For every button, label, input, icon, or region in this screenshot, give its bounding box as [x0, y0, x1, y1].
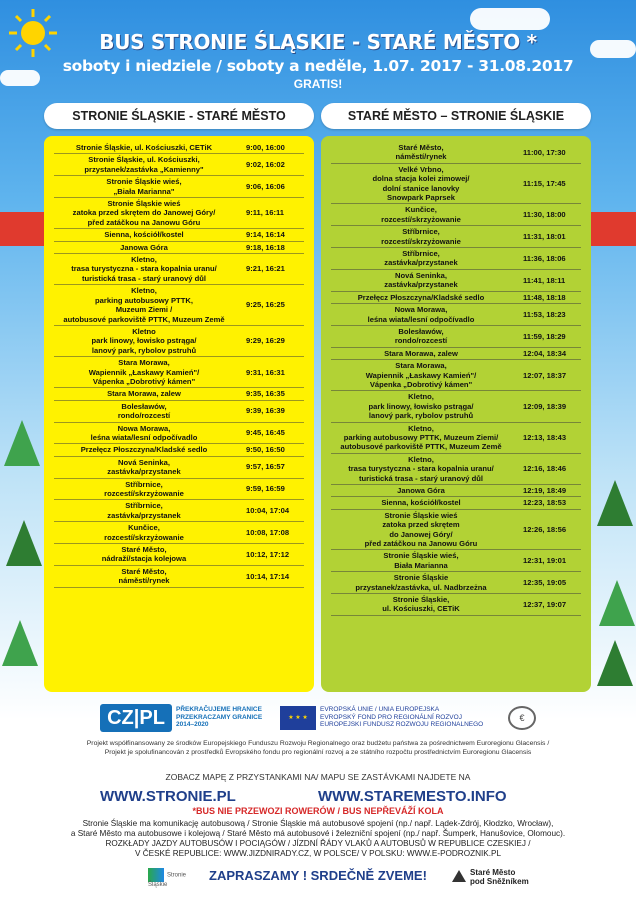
stop-name: Sienna, kościół/kostel [381, 498, 461, 508]
schedule-row [331, 510, 581, 551]
schedule-row [54, 176, 304, 198]
schedule-row [331, 550, 581, 572]
departure-times: 9:11, 16:11 [246, 208, 285, 218]
stop-name: Stara Morawa, zalew [384, 348, 458, 358]
red-band-decoration [0, 212, 44, 246]
stop-name: Kunčice, rozcestí/skrzyżowanie [381, 205, 461, 224]
stop-name: Staré Město, náměstí/rynek [118, 566, 170, 586]
stop-name: Staré Město, nádraží/stacja kolejowa [101, 545, 187, 564]
schedule-row [54, 142, 304, 154]
page-title: BUS STRONIE ŚLĄSKIE - STARÉ MĚSTO * [99, 30, 537, 54]
left-column-title: STRONIE ŚLĄSKIE - STARÉ MĚSTO [44, 103, 314, 129]
schedule-row [54, 500, 304, 522]
gratis-label: GRATIS! [293, 77, 343, 91]
departure-times: 12:31, 19:01 [523, 556, 567, 566]
departure-times: 11:41, 18:11 [523, 275, 566, 285]
departure-times: 9:35, 16:35 [246, 389, 285, 399]
schedule-row [54, 198, 304, 229]
departure-times: 9:45, 16:45 [246, 428, 285, 438]
stop-name: Kletno, trasa turystyczna - stara kopalnia uranu/ turistická trasa - starý uranový důl [71, 255, 217, 283]
stop-name: Bolesławów, rondo/rozcestí [117, 401, 171, 421]
stop-name: Sienna, kościół/kostel [104, 230, 184, 240]
header [0, 30, 636, 91]
departure-times: 11:48, 18:18 [523, 292, 566, 302]
schedule-row [54, 444, 304, 456]
transport-info: Stronie Śląskie ma komunikację autobusową / Stronie Śląskie má autobusové spojení (np./ např. Lądek-Zdrój, Kłodzko, Wrocław), a Staré Město ma autobusowe i kolejową / Staré Město má autobusové i železniční spojení (np./ např. Šumperk, Hanušovice, Olomouc). ROZKŁADY JAZDY AUTOBUSÓW I POCIĄGÓW / JÍZDNÍ ŘÁDY VLAKŮ A AUTOBUSŮ W REPUBLICE CZESKIEJ / V ČESKÉ REPUBLICE: WWW.JIZDNIRADY.CZ, W POLSCE/ V POLSKU: WWW.E-PODROZNIK.PL [70, 819, 566, 858]
tree-decoration [599, 580, 635, 626]
map-note: ZOBACZ MAPĘ Z PRZYSTANKAMI NA/ MAPU SE ZASTÁVKAMI NAJDETE NA [165, 772, 471, 782]
stop-name: Kletno park linowy, łowisko pstrąga/ lanový park, rybolov pstruhů [91, 326, 197, 355]
departure-times: 9:00, 16:00 [246, 143, 285, 152]
website-link-cz[interactable]: WWW.STAREMESTO.INFO [318, 788, 507, 805]
stop-name: Janowa Góra [397, 486, 445, 495]
left-schedule-table [44, 136, 314, 692]
departure-times: 11:15, 17:45 [523, 178, 566, 188]
stop-name: Kunčice, rozcestí/skrzyżowanie [104, 523, 184, 542]
schedule-row [331, 348, 581, 360]
schedule-row [331, 485, 581, 497]
stop-name: Stara Morawa, Wapiennik „Łaskawy Kamień"/ Vápenka „Dobrotivý kámen" [365, 361, 477, 389]
schedule-row [54, 357, 304, 388]
departure-times: 12:04, 18:34 [523, 348, 567, 358]
stop-name: Stara Morawa, zalew [107, 389, 181, 399]
schedule-row [54, 522, 304, 544]
schedule-row [54, 401, 304, 423]
stop-name: Nová Seninka, zastávka/przystanek [107, 457, 181, 477]
schedule-row [331, 391, 581, 422]
stop-name: Stara Morawa, Wapiennik „Łaskawy Kamień"/ Vápenka „Dobrotivý kámen" [88, 358, 200, 386]
stronie-logo-text: Stronie Śląskie [148, 872, 187, 888]
stop-name: Stříbrnice, zastávka/przystanek [107, 501, 181, 520]
departure-times: 12:37, 19:07 [523, 599, 567, 609]
departure-times: 9:50, 16:50 [246, 445, 285, 455]
page-subtitle: soboty i niedziele / soboty a neděle, 1.07. 2017 - 31.08.2017 [62, 57, 574, 75]
schedule-row [54, 242, 304, 254]
stop-name: Velké Vrbno, dolna stacja kolei zimowej/ dolní stanice lanovky Snowpark Paprsek [372, 164, 470, 203]
departure-times: 10:12, 17:12 [246, 549, 290, 559]
stop-name: Stříbrnice, rozcestí/skrzyżowanie [381, 227, 461, 246]
departure-times: 11:31, 18:01 [523, 231, 566, 241]
red-band-decoration [591, 212, 636, 246]
stop-name: Stronie Śląskie wieś, „Biała Marianna" [106, 177, 182, 196]
tree-decoration [6, 520, 42, 566]
schedule-row [331, 292, 581, 304]
departure-times: 9:18, 16:18 [246, 242, 285, 252]
departure-times: 12:13, 18:43 [523, 432, 567, 442]
eu-logo-text: EVROPSKÁ UNIE / UNIA EUROPEJSKA EVROPSKÝ FOND PRO REGIONÁLNÍ ROZVOJ EUROPEJSKI FUNDUSZ ROZWOJU REGIONALNEGO [320, 706, 484, 728]
schedule-row [331, 572, 581, 594]
departure-times: 9:02, 16:02 [246, 160, 285, 170]
stop-name: Kletno, parking autobusowy PTTK, Muzeum Ziemi/ autobusové parkoviště PTTK, Muzeum Země [340, 423, 502, 452]
tree-decoration [597, 640, 633, 686]
stop-name: Nowa Morawa, leśna wiata/lesní odpočívadlo [90, 423, 198, 442]
stop-name: Kletno, park linowy, łowisko pstrąga/ lanový park, rybolov pstruhů [368, 392, 474, 421]
schedule-row [54, 326, 304, 357]
departure-times: 12:09, 18:39 [523, 401, 567, 411]
departure-times: 11:30, 18:00 [523, 210, 566, 220]
stop-name: Stronie Śląskie, ul. Kościuszki, CETiK [382, 595, 460, 614]
departure-times: 11:59, 18:29 [523, 331, 566, 341]
departure-times: 10:08, 17:08 [246, 527, 290, 537]
schedule-row [331, 226, 581, 248]
departure-times: 12:16, 18:46 [523, 464, 567, 474]
departure-times: 11:36, 18:06 [523, 253, 566, 263]
schedule-row [331, 270, 581, 292]
czpl-logo-text: PŘEKRAČUJEME HRANICE PRZEKRACZAMY GRANICE 2014–2020 [176, 706, 263, 728]
schedule-row [54, 566, 304, 588]
departure-times: 11:00, 17:30 [523, 147, 566, 157]
schedule-row [54, 544, 304, 566]
tree-decoration [2, 620, 38, 666]
eu-flag-icon: ★ ★ ★ [280, 706, 316, 730]
schedule-row [54, 285, 304, 326]
departure-times: 12:26, 18:56 [523, 524, 567, 534]
stop-name: Stronie Śląskie wieś, Biała Marianna [383, 551, 459, 570]
schedule-row [54, 457, 304, 479]
schedule-row [331, 497, 581, 509]
right-column-title: STARÉ MĚSTO – STRONIE ŚLĄSKIE [321, 103, 591, 129]
stop-name: Stronie Śląskie przystanek/zastávka, ul. Nadbrzeżna [355, 573, 487, 592]
funding-note: Projekt współfinansowany ze środków Europejskiego Funduszu Rozwoju Regionalnego oraz budżetu państwa za pośrednictwem Euroregionu Glacensis / Projekt je spolufinancován z prostředků Evropského fondu pro regionální rozvoj a ze státního rozpočtu prostřednictvím Euroregionu Glacensis [86, 740, 550, 756]
schedule-row [331, 360, 581, 391]
departure-times: 12:07, 18:37 [523, 370, 567, 380]
schedule-row [331, 423, 581, 454]
schedule-row [331, 304, 581, 326]
stop-name: Staré Město, náměstí/rynek [395, 143, 447, 162]
schedule-row [54, 254, 304, 285]
stare-mesto-logo [470, 868, 529, 886]
tree-decoration [597, 480, 633, 526]
right-schedule-table [321, 136, 591, 692]
departure-times: 9:31, 16:31 [246, 367, 285, 377]
schedule-row [331, 326, 581, 348]
schedule-row [331, 142, 581, 164]
schedule-row [54, 388, 304, 400]
stop-name: Kletno, parking autobusowy PTTK, Muzeum Ziemi / autobusové parkoviště PTTK, Muzeum Země [63, 286, 225, 324]
stop-name: Przełęcz Płoszczyna/Kladské sedlo [80, 445, 208, 455]
website-link-pl[interactable]: WWW.STRONIE.PL [100, 788, 236, 805]
departure-times: 9:39, 16:39 [246, 406, 285, 416]
stop-name: Kletno, trasa turystyczna - stara kopalnia uranu/ turistická trasa - starý uranový důl [348, 454, 494, 483]
schedule-row [54, 479, 304, 501]
czpl-logo: CZ|PL [100, 704, 172, 732]
stop-name: Stronie Śląskie, ul. Kościuszki, przystanek/zastávka „Kamienny" [84, 155, 204, 174]
stop-name: Stronie Śląskie, ul. Kościuszki, CETiK [75, 143, 213, 152]
stop-name: Stronie Śląskie wieś zatoka przed skrętem do Janowej Góry/ před zatáčkou na Janowu Góru [364, 510, 478, 549]
departure-times: 9:14, 16:14 [246, 230, 285, 240]
stop-name: Stříbrnice, zastávka/przystanek [384, 249, 458, 268]
tree-decoration [4, 420, 40, 466]
mountain-icon [452, 870, 466, 882]
stop-name: Nowa Morawa, leśna wiata/lesní odpočívadlo [367, 305, 475, 324]
departure-times: 9:29, 16:29 [246, 336, 285, 346]
euroregion-logo-icon: € [508, 706, 536, 730]
stop-name: Janowa Góra [120, 242, 168, 252]
stare-mesto-logo-text: Staré Město pod Sněžníkem [470, 868, 529, 886]
stop-name: Bolesławów, rondo/rozcestí [394, 326, 448, 346]
stop-name: Nová Seninka, zastávka/przystanek [384, 270, 458, 290]
departure-times: 12:23, 18:53 [523, 498, 567, 508]
logos-strip [0, 704, 636, 734]
schedule-row [331, 164, 581, 205]
schedule-row [331, 248, 581, 270]
schedule-row [331, 454, 581, 485]
departure-times: 12:19, 18:49 [523, 486, 567, 495]
schedule-row [54, 154, 304, 176]
stop-name: Stříbrnice, rozcestí/skrzyżowanie [104, 479, 184, 498]
departure-times: 9:21, 16:21 [246, 264, 285, 274]
departure-times: 10:14, 17:14 [246, 571, 290, 581]
departure-times: 10:04, 17:04 [246, 506, 290, 516]
stop-name: Przełęcz Płoszczyna/Kladské sedlo [357, 292, 485, 302]
departure-times: 9:57, 16:57 [246, 462, 285, 472]
departure-times: 9:06, 16:06 [246, 181, 285, 191]
departure-times: 9:59, 16:59 [246, 484, 285, 494]
departure-times: 11:53, 18:23 [523, 309, 566, 319]
bikes-notice: *BUS NIE PRZEWOZI ROWERÓW / BUS NEPŘEVÁŽÍ KOLA [192, 806, 444, 816]
schedule-row [331, 204, 581, 226]
departure-times: 9:25, 16:25 [246, 300, 285, 310]
departure-times: 12:35, 19:05 [523, 577, 567, 587]
stop-name: Stronie Śląskie wieś zatoka przed skrętem do Janowej Góry/ před zatáčkou na Janowu Góru [72, 199, 216, 227]
welcome-text: ZAPRASZAMY ! SRDEČNĚ ZVEME! [209, 868, 427, 883]
schedule-row [54, 423, 304, 445]
schedule-row [331, 594, 581, 616]
cloud-decoration [470, 8, 550, 30]
schedule-row [54, 229, 304, 241]
